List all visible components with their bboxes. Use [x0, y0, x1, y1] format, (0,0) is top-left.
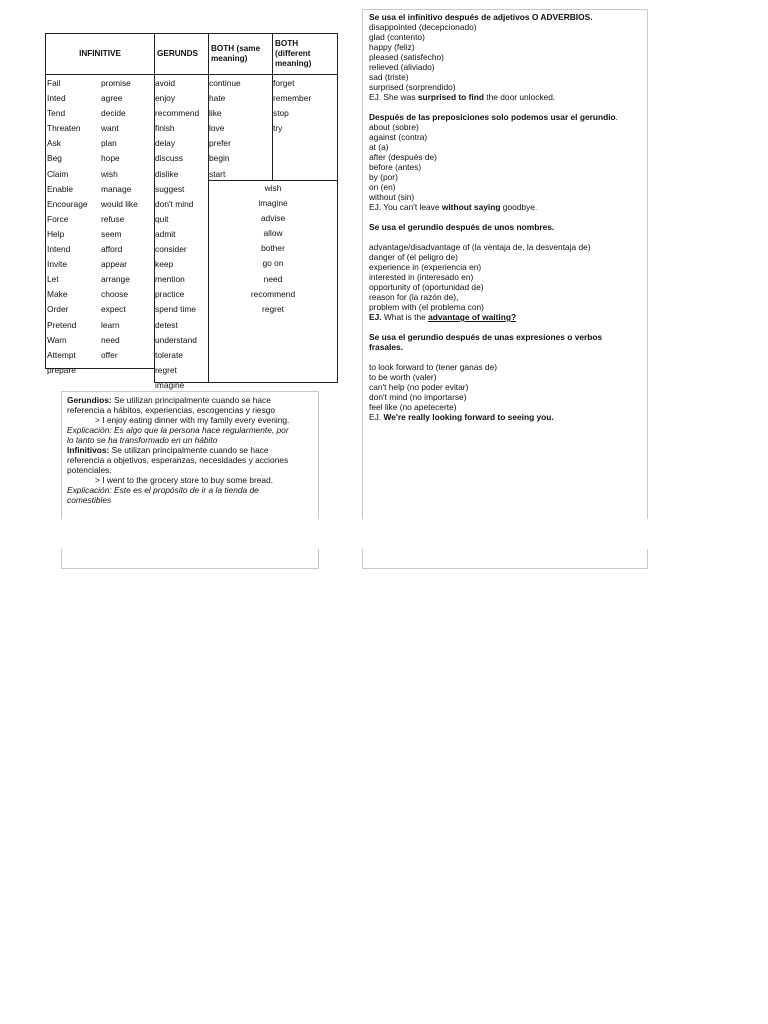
verb-item: Pretend	[47, 319, 77, 330]
verb-item: bother	[261, 243, 285, 254]
list-item: after (después de)	[369, 152, 437, 162]
expressions-heading: Se usa el gerundio después de unas expresiones o verbos	[369, 332, 603, 342]
verb-item: love	[209, 123, 225, 134]
verb-item: wish	[101, 168, 118, 179]
verb-item: plan	[101, 138, 117, 149]
verb-item: spend time	[155, 304, 196, 315]
verb-item: Let	[47, 274, 59, 285]
verb-item: continue	[209, 78, 241, 88]
verb-item: promise	[101, 78, 131, 88]
verb-item: wish	[264, 183, 282, 193]
verb-item: Enable	[47, 183, 74, 194]
list-item: experience in (experiencia en)	[369, 262, 482, 272]
list-item: opportunity of (oportunidad de)	[369, 282, 484, 292]
verb-item: choose	[101, 289, 129, 300]
list-item: reason for (la razón de),	[369, 292, 459, 302]
verb-item: seem	[101, 228, 122, 239]
verb-item: tolerate	[155, 349, 183, 360]
verb-item: recommend	[250, 288, 296, 299]
list-item: danger of (el peligro de)	[369, 252, 458, 262]
verb-item: consider	[155, 244, 187, 255]
verb-item: remember	[273, 93, 312, 104]
prepositions-list	[369, 122, 644, 202]
verb-item: avoid	[155, 78, 176, 88]
verb-item: Force	[47, 213, 69, 224]
verb-item: Intend	[47, 244, 71, 255]
verb-item: refuse	[101, 213, 125, 224]
verb-item: forget	[273, 78, 295, 88]
both-different-list	[273, 76, 311, 136]
verb-item: begin	[209, 153, 230, 164]
list-item: about (sobre)	[369, 122, 419, 132]
verb-item: Threaten	[47, 123, 81, 134]
nouns-heading: Se usa el gerundio después de unos nombres.	[369, 222, 555, 232]
list-item: sad (triste)	[369, 72, 409, 82]
list-item: don't mind (no importarse)	[369, 392, 467, 402]
verb-item: expect	[101, 304, 126, 315]
both-same-list	[209, 76, 241, 182]
verb-item: imagine	[155, 379, 185, 390]
verb-item: mention	[155, 274, 185, 285]
verb-item: understand	[155, 334, 197, 345]
nouns-list	[369, 242, 644, 312]
verb-item: Encourage	[47, 198, 88, 209]
verb-item: start	[209, 168, 226, 179]
verb-item: practice	[155, 289, 185, 300]
verb-item: prepare	[47, 364, 76, 375]
verb-item: detest	[155, 319, 178, 330]
verb-item: would like	[101, 198, 138, 209]
verb-item: arrange	[101, 274, 130, 285]
adjectives-heading: Se usa el infinitivo después de adjetivos O ADVERBIOS.	[369, 12, 593, 22]
verb-item: Order	[47, 304, 69, 315]
gerunds-list	[155, 76, 199, 393]
verb-item: hate	[209, 93, 226, 104]
verb-item: allow	[263, 228, 283, 239]
infinitive-list-2	[101, 76, 138, 363]
verb-item: offer	[101, 349, 118, 360]
verb-item: delay	[155, 138, 176, 149]
verb-item: learn	[101, 319, 120, 330]
verb-item: stop	[273, 108, 289, 119]
list-item: surprised (sorprendido)	[369, 82, 456, 92]
verb-item: need	[101, 334, 120, 345]
verb-item: suggest	[155, 183, 185, 194]
verb-item: Fail	[47, 78, 61, 88]
verb-item: decide	[101, 108, 126, 119]
list-item: before (antes)	[369, 162, 422, 172]
list-item: disappointed (decepcionado)	[369, 22, 477, 32]
verb-item: hope	[101, 153, 120, 164]
verb-item: Inted	[47, 93, 66, 104]
verb-item: discuss	[155, 153, 183, 164]
verb-item: imagine	[258, 198, 288, 209]
verb-item: need	[263, 273, 283, 284]
verb-item: like	[209, 108, 222, 119]
verb-item: keep	[155, 259, 174, 270]
verb-item: prefer	[209, 138, 231, 149]
verb-item: regret	[262, 303, 284, 314]
verb-item: Warn	[47, 334, 67, 345]
list-item: on (en)	[369, 182, 396, 192]
prepositions-heading: Después de las preposiciones solo podemos usar el gerundio	[369, 112, 616, 122]
header-both-same: BOTH (same meaning)	[208, 33, 273, 75]
verb-item: appear	[101, 259, 128, 270]
verb-item: try	[273, 123, 283, 134]
list-item: advantage/disadvantage of (la ventaja de, la desventaja de)	[369, 242, 591, 252]
verb-item: agree	[101, 93, 123, 104]
verb-item: afford	[101, 244, 123, 255]
extra-list	[209, 181, 337, 317]
list-item: glad (contento)	[369, 32, 425, 42]
right-notes-content: Se usa el infinitivo después de adjetivos O ADVERBIOS. disappointed (decepcionado) glad (contento) happy (feliz) pleased (satisfecho) relieved (aliviado) sad (triste) surprised (sorprendido) EJ. She was surprised to find the door unlocked. Después de las preposiciones solo podemos usar el gerundio. about (sobre) against (contra) at (a) after (después de) before (antes) by (por) on (en) without (sin) EJ. You can't leave without saying goodbye. Se usa el gerundio después de unos nombres. advantage/disadvantage of (la ventaja de, la desventaja de) danger of (el peligro de) experience in (experiencia en) interested in (interesado en) opportunity of (oportunidad de) reason for (la razón de), problem with (el problema con) EJ. What is the advantage of waiting? Se usa el gerundio después de unas expresiones o verbos frasales. to look forward to (tener ganas de) to be worth (valer) can't help (no poder evitar) don't mind (no importarse) feel like (no apetecerte) EJ. We're really looking forward to seeing you.	[369, 12, 644, 422]
verb-item: admit	[155, 228, 176, 239]
verb-item: Make	[47, 289, 68, 300]
list-item: to look forward to (tener ganas de)	[369, 362, 498, 372]
adjectives-list	[369, 22, 644, 92]
list-item: feel like (no apetecerte)	[369, 402, 457, 412]
list-item: problem with (el problema con)	[369, 302, 484, 312]
gerundios-example: > I enjoy eating dinner with my family every evening.	[95, 415, 290, 425]
verb-item: Claim	[47, 168, 69, 179]
header-both-different: BOTH (different meaning)	[272, 33, 338, 75]
verb-item: regret	[155, 364, 177, 375]
verb-item: advise	[260, 213, 286, 224]
verb-item: want	[101, 123, 119, 134]
list-item: at (a)	[369, 142, 389, 152]
verb-item: recommend	[155, 108, 200, 119]
list-item: to be worth (valer)	[369, 372, 437, 382]
verb-item: go on	[262, 258, 284, 269]
list-item: without (sin)	[369, 192, 415, 202]
verb-item: dislike	[155, 168, 179, 179]
infinitivos-label: Infinitivos:	[67, 445, 110, 455]
verb-item: Tend	[47, 108, 66, 119]
verb-item: Help	[47, 228, 65, 239]
verb-item: don't mind	[155, 198, 194, 209]
explanation-content: Gerundios: Se utilizan principalmente cuando se hace referencia a hábitos, experiencias, escogencias y riesgo > I enjoy eating dinner with my family every evening. Explicación: Es algo que la persona hace regularmente, por lo tanto se ha transformado en un hábito Infinitivos: Se utilizan principalmente cuando se hace referencia a objetivos, esperanzas, necesidades y acciones potenciales. > I went to the grocery store to buy some bread. Explicación: Este es el propósito de ir a la tienda de comestibles	[67, 395, 317, 505]
verb-item: finish	[155, 123, 175, 134]
verb-item: Beg	[47, 153, 62, 164]
infinitivos-example: > I went to the grocery store to buy some bread.	[95, 475, 274, 485]
gerundios-label: Gerundios:	[67, 395, 112, 405]
verb-item: Ask	[47, 138, 61, 149]
header-infinitive: INFINITIVE	[45, 33, 155, 75]
list-item: can't help (no poder evitar)	[369, 382, 469, 392]
verb-item: Attempt	[47, 349, 76, 360]
list-item: against (contra)	[369, 132, 428, 142]
expressions-list	[369, 362, 644, 412]
verb-item: enjoy	[155, 93, 176, 104]
header-gerunds: GERUNDS	[154, 33, 209, 75]
verb-item: quit	[155, 213, 169, 224]
verb-table	[45, 33, 338, 390]
list-item: happy (feliz)	[369, 42, 415, 52]
verb-item: manage	[101, 183, 132, 194]
list-item: interested in (interesado en)	[369, 272, 474, 282]
list-item: pleased (satisfecho)	[369, 52, 444, 62]
verb-item: Invite	[47, 259, 68, 270]
list-item: by (por)	[369, 172, 398, 182]
infinitive-list-1	[47, 76, 88, 378]
list-item: relieved (aliviado)	[369, 62, 435, 72]
